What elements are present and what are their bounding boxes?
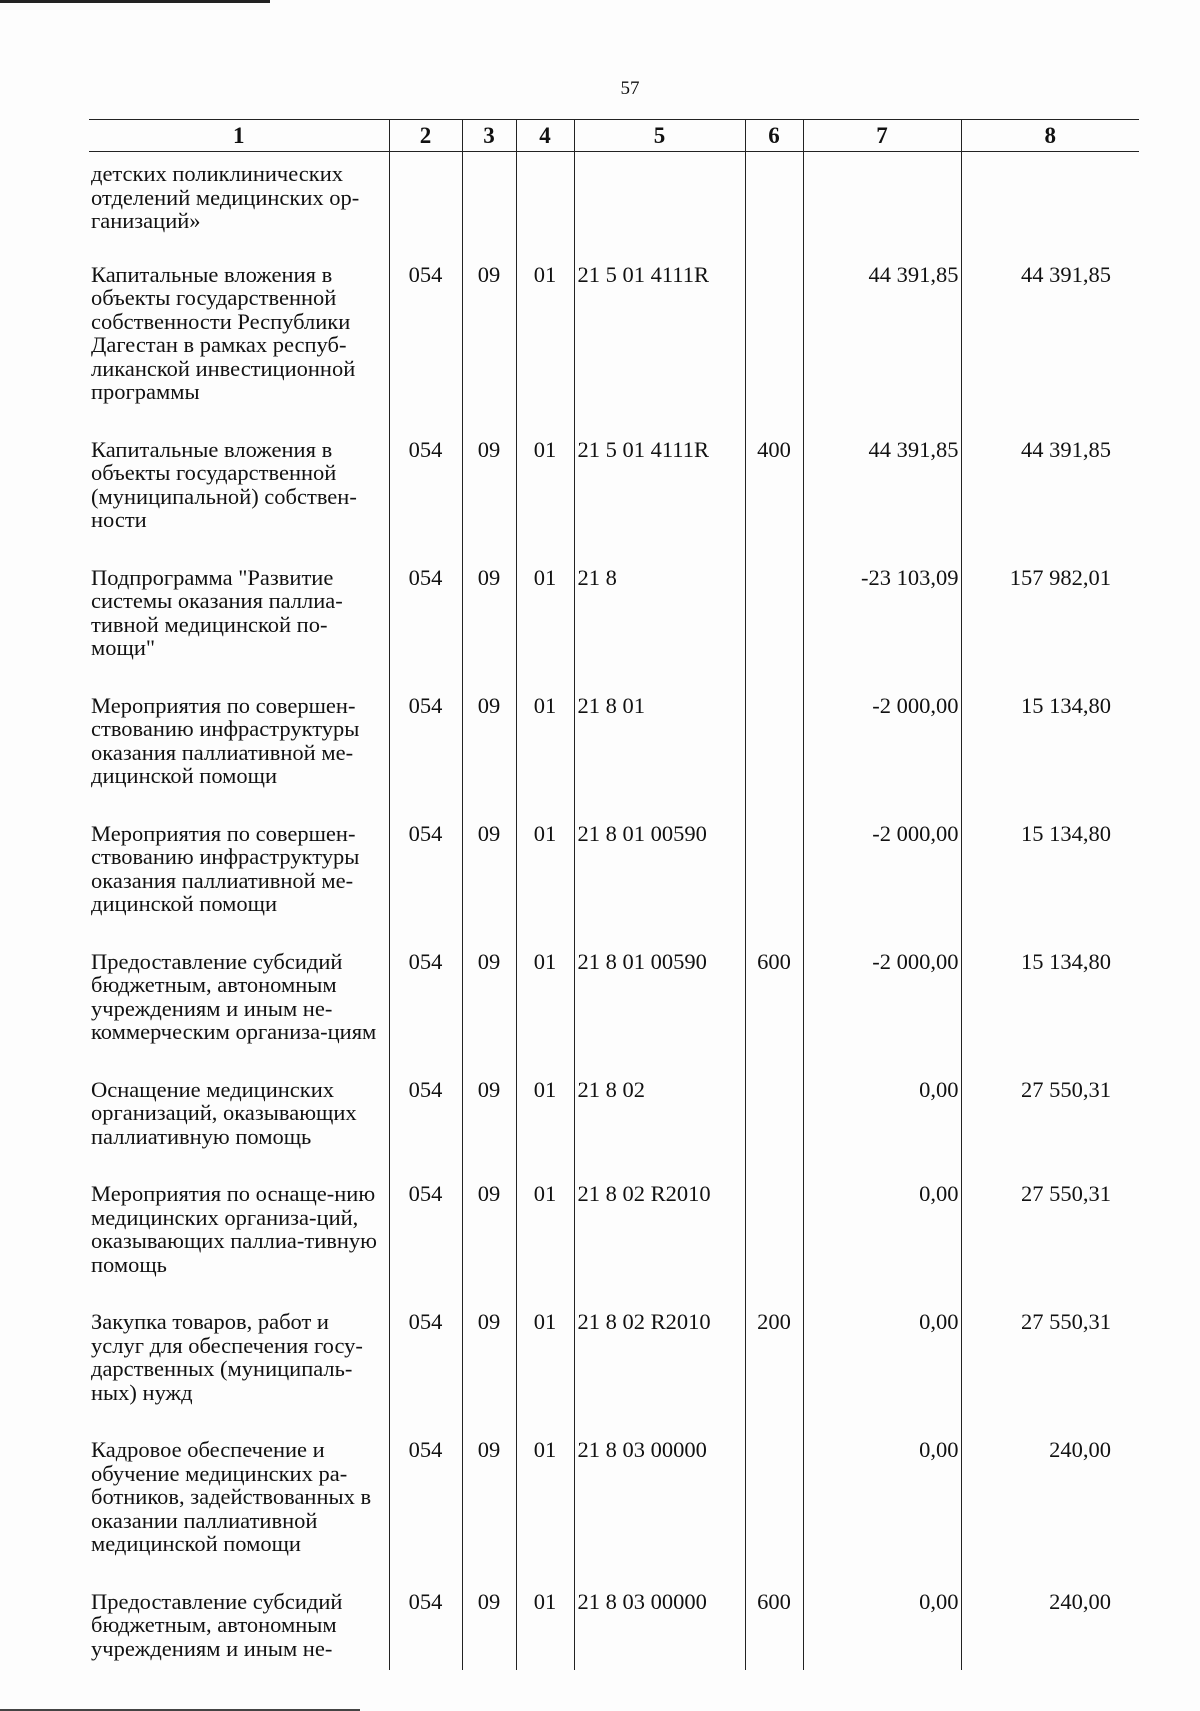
table-row: [89, 814, 1139, 942]
header-col-1: 1: [89, 120, 389, 152]
ministry-code: 054: [389, 686, 462, 814]
header-col-5: 5: [574, 120, 745, 152]
section-code: 09: [462, 1302, 516, 1430]
ministry-code: 054: [389, 430, 462, 558]
row-name: Предоставление субсидий бюджетным, автономным учреждениям и иным не-коммерческим организа-циям: [91, 948, 377, 1044]
subsection-code: 01: [516, 1582, 574, 1671]
ministry-code: 054: [389, 1174, 462, 1302]
section-code: 09: [462, 430, 516, 558]
amount-total: 27 550,31: [961, 1174, 1139, 1302]
amount-change: [803, 152, 961, 255]
expense-type-code: 200: [745, 1302, 803, 1430]
subsection-code: 01: [516, 255, 574, 430]
row-name: Капитальные вложения в объекты государственной (муниципальной) собствен-ности: [91, 436, 357, 532]
amount-change: 0,00: [803, 1582, 961, 1671]
target-article-code: 21 8 02 R2010: [574, 1174, 745, 1302]
section-code: 09: [462, 1430, 516, 1582]
ministry-code: 054: [389, 942, 462, 1070]
expense-type-code: [745, 814, 803, 942]
row-name: Закупка товаров, работ и услуг для обеспечения госу-дарственных (муниципаль-ных) нужд: [91, 1309, 363, 1405]
target-article-code: 21 8 01: [574, 686, 745, 814]
ministry-code: 054: [389, 558, 462, 686]
target-article-code: 21 8 02: [574, 1070, 745, 1175]
ministry-code: [389, 152, 462, 255]
amount-total: 44 391,85: [961, 430, 1139, 558]
table-row: [89, 686, 1139, 814]
header-col-6: 6: [745, 120, 803, 152]
amount-change: -2 000,00: [803, 814, 961, 942]
row-name: Подпрограмма "Развитие системы оказания паллиа-тивной медицинской по-мощи": [91, 564, 343, 660]
header-col-7: 7: [803, 120, 961, 152]
amount-change: 44 391,85: [803, 430, 961, 558]
target-article-code: 21 5 01 4111R: [574, 430, 745, 558]
amount-total: 240,00: [961, 1430, 1139, 1582]
table-body: [89, 152, 1139, 1671]
subsection-code: 01: [516, 942, 574, 1070]
section-code: [462, 152, 516, 255]
amount-change: 44 391,85: [803, 255, 961, 430]
table-row: [89, 558, 1139, 686]
header-col-4: 4: [516, 120, 574, 152]
section-code: 09: [462, 558, 516, 686]
section-code: 09: [462, 942, 516, 1070]
table-row: [89, 1302, 1139, 1430]
ministry-code: 054: [389, 1430, 462, 1582]
expense-type-code: [745, 1430, 803, 1582]
ministry-code: 054: [389, 1582, 462, 1671]
amount-total: 15 134,80: [961, 942, 1139, 1070]
expense-type-code: [745, 1070, 803, 1175]
header-col-8: 8: [961, 120, 1139, 152]
table-row: [89, 1430, 1139, 1582]
ministry-code: 054: [389, 1070, 462, 1175]
expense-type-code: [745, 152, 803, 255]
header-col-3: 3: [462, 120, 516, 152]
section-code: 09: [462, 1070, 516, 1175]
amount-change: 0,00: [803, 1302, 961, 1430]
amount-total: 44 391,85: [961, 255, 1139, 430]
subsection-code: 01: [516, 1174, 574, 1302]
expense-type-code: [745, 1174, 803, 1302]
section-code: 09: [462, 814, 516, 942]
row-name: Мероприятия по совершен-ствованию инфраструктуры оказания паллиативной ме-дицинской помощи: [91, 692, 360, 788]
row-name: Предоставление субсидий бюджетным, автономным учреждениям и иным не-: [91, 1588, 343, 1661]
amount-total: 27 550,31: [961, 1302, 1139, 1430]
amount-total: 27 550,31: [961, 1070, 1139, 1175]
target-article-code: 21 8 03 00000: [574, 1430, 745, 1582]
target-article-code: 21 8 03 00000: [574, 1582, 745, 1671]
amount-change: 0,00: [803, 1430, 961, 1582]
table-row: [89, 1070, 1139, 1175]
table-row: [89, 1582, 1139, 1671]
amount-change: -23 103,09: [803, 558, 961, 686]
section-code: 09: [462, 255, 516, 430]
expense-type-code: [745, 558, 803, 686]
target-article-code: 21 8 01 00590: [574, 942, 745, 1070]
section-code: 09: [462, 686, 516, 814]
subsection-code: 01: [516, 814, 574, 942]
row-name: Кадровое обеспечение и обучение медицинских ра-ботников, задействованных в оказании паллиативной медицинской помощи: [91, 1437, 372, 1556]
header-row: [89, 120, 1139, 152]
amount-total: 157 982,01: [961, 558, 1139, 686]
table-row: [89, 1174, 1139, 1302]
row-name: Мероприятия по совершен-ствованию инфраструктуры оказания паллиативной ме-дицинской помощи: [91, 820, 360, 916]
amount-total: 240,00: [961, 1582, 1139, 1671]
subsection-code: 01: [516, 430, 574, 558]
subsection-code: 01: [516, 1302, 574, 1430]
expense-type-code: [745, 255, 803, 430]
ministry-code: 054: [389, 255, 462, 430]
target-article-code: [574, 152, 745, 255]
expense-type-code: [745, 686, 803, 814]
row-name: Мероприятия по оснаще-нию медицинских организа-ций, оказывающих паллиа-тивную помощь: [91, 1181, 377, 1277]
row-name: Оснащение медицинских организаций, оказывающих паллиативную помощь: [91, 1076, 357, 1149]
target-article-code: 21 8 01 00590: [574, 814, 745, 942]
subsection-code: 01: [516, 1070, 574, 1175]
expense-type-code: 600: [745, 1582, 803, 1671]
amount-change: 0,00: [803, 1174, 961, 1302]
budget-table: [89, 119, 1139, 1670]
expense-type-code: 600: [745, 942, 803, 1070]
amount-change: 0,00: [803, 1070, 961, 1175]
section-code: 09: [462, 1174, 516, 1302]
target-article-code: 21 8: [574, 558, 745, 686]
ministry-code: 054: [389, 1302, 462, 1430]
header-col-2: 2: [389, 120, 462, 152]
table-row: [89, 430, 1139, 558]
target-article-code: 21 5 01 4111R: [574, 255, 745, 430]
section-code: 09: [462, 1582, 516, 1671]
amount-change: -2 000,00: [803, 942, 961, 1070]
table-row: [89, 942, 1139, 1070]
scan-edge-mark: [0, 0, 270, 3]
table-row: [89, 255, 1139, 430]
row-name: Капитальные вложения в объекты государственной собственности Республики Дагестан в рамках респуб-ликанской инвестиционной программы: [91, 261, 356, 404]
page-number: 57: [620, 78, 640, 99]
target-article-code: 21 8 02 R2010: [574, 1302, 745, 1430]
table-row: [89, 152, 1139, 255]
expense-type-code: 400: [745, 430, 803, 558]
amount-change: -2 000,00: [803, 686, 961, 814]
subsection-code: 01: [516, 686, 574, 814]
amount-total: 15 134,80: [961, 686, 1139, 814]
ministry-code: 054: [389, 814, 462, 942]
budget-table-container: [89, 119, 1139, 1670]
subsection-code: [516, 152, 574, 255]
amount-total: [961, 152, 1139, 255]
subsection-code: 01: [516, 558, 574, 686]
row-name: детских поликлинических отделений медицинских ор-ганизаций»: [91, 161, 360, 233]
amount-total: 15 134,80: [961, 814, 1139, 942]
subsection-code: 01: [516, 1430, 574, 1582]
